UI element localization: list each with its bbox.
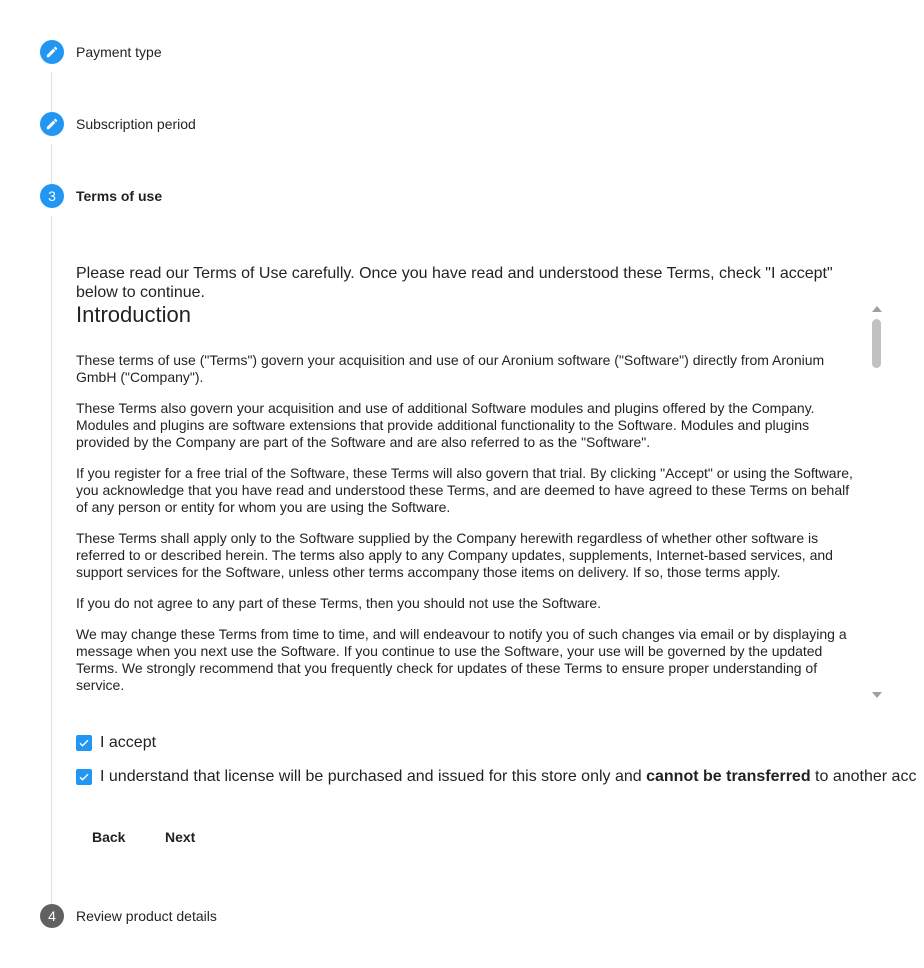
accept-checkbox-row[interactable] [76,734,156,752]
terms-heading: Introduction [76,302,191,327]
license-text-start: I understand that license will be purchased and issued for this store only and [100,768,647,785]
back-button[interactable]: Back [76,822,141,852]
scroll-up-icon[interactable] [872,306,882,312]
step-connector [51,216,52,904]
scroll-down-icon[interactable] [872,692,882,698]
step-connector [51,72,52,112]
terms-content [76,300,862,694]
terms-paragraph: These Terms shall apply only to the Software supplied by the Company herewith regardless of whether other software is referred to or described herein. The terms also apply to any Company updates, supplements, Internet-based services, and support services for the Software, unless other terms accompany those items on delivery. If so, those terms apply. [76,530,833,580]
terms-paragraph: These terms of use ("Terms") govern your acquisition and use of our Aronium software ("Software") directly from Aronium GmbH ("Company"). [76,352,825,385]
license-text-end: to another acc [810,768,917,785]
terms-paragraph: These Terms also govern your acquisition and use of additional Software modules and plugins offered by the Company. Modules and plugins are software extensions that provide additional functionality to the Software. Modules and plugins provided by the Company are part of the Software and are also referred to as the "Software". [76,400,815,450]
accept-checkbox[interactable] [76,735,92,751]
license-checkbox-row[interactable] [76,768,916,786]
terms-scroll-area[interactable] [76,300,882,700]
license-checkbox-label [100,768,916,786]
terms-paragraph: If you register for a free trial of the Software, these Terms will also govern that trial. By clicking "Accept" or using the Software, you acknowledge that you have read and understood these Terms, and are deemed to have agreed to these Terms on behalf of any person or entity for whom you are using the Software. [76,465,853,515]
license-checkbox[interactable] [76,769,92,785]
accept-checkbox-label: I accept [100,734,157,751]
step-number: 3 [40,184,64,208]
step-review-product-details[interactable] [40,904,217,928]
next-button[interactable]: Next [149,822,211,852]
step-subscription-period[interactable] [40,112,196,136]
license-text-bold: cannot be transferred [646,768,811,785]
step-label: Payment type [76,44,162,60]
terms-instructions: Please read our Terms of Use carefully. Once you have read and understood these Terms, check "I accept" below to continue. [76,265,833,301]
terms-scrollbar[interactable] [869,304,885,700]
scrollbar-thumb[interactable] [872,319,881,368]
step-label: Subscription period [76,116,196,132]
checkmark-icon [78,737,90,749]
step-label: Terms of use [76,188,163,204]
checkmark-icon [78,771,90,783]
step-label: Review product details [76,908,217,924]
step-payment-type[interactable] [40,40,162,64]
pencil-icon [40,112,64,136]
step-number: 4 [40,904,64,928]
terms-paragraph: We may change these Terms from time to time, and will endeavour to notify you of such changes via email or by displaying a message when you next use the Software. If you continue to use the Software, your use will be governed by the updated Terms. We strongly recommend that you frequently check for updates of these Terms to ensure proper understanding of service. [76,626,847,693]
step-connector [51,144,52,184]
terms-paragraph: If you do not agree to any part of these Terms, then you should not use the Software. [76,595,602,611]
step-terms-of-use[interactable] [40,184,162,208]
pencil-icon [40,40,64,64]
